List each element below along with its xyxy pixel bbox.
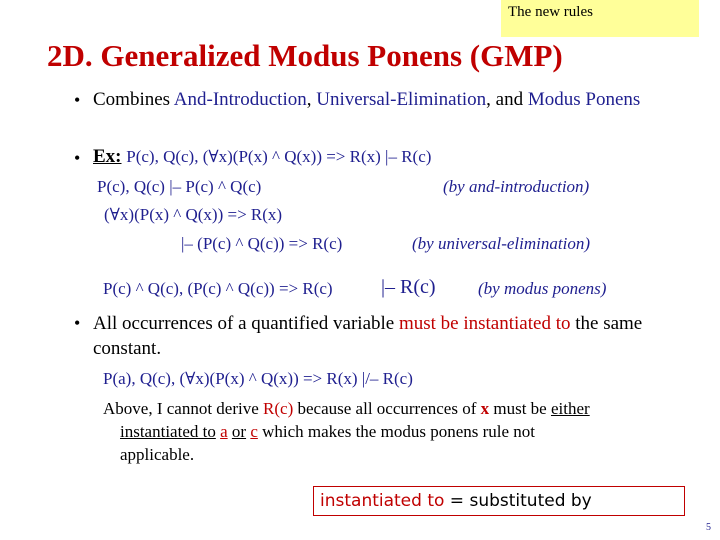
either-term: either (550, 399, 590, 418)
or-term: or (231, 422, 247, 441)
counter-example: P(a), Q(c), (∀x)(P(x) ^ Q(x)) => R(x) |/– R(c) (103, 369, 413, 388)
modus-ponens-term: Modus Ponens (527, 89, 641, 110)
slide-tag-text: The new rules (508, 4, 593, 20)
derivation-3-expr: |– (P(c) ^ Q(c)) => R(c) (181, 234, 343, 253)
c-term: c (250, 422, 258, 441)
bullet-dot: • (74, 313, 81, 333)
universal-elimination-term: Universal-Elimination (316, 89, 487, 110)
bullet-dot: • (74, 148, 81, 168)
example-label: Ex: (93, 146, 122, 167)
and-introduction-term: And-Introduction (173, 89, 307, 110)
definition-box (313, 486, 685, 516)
derivation-4-turnstile: |– R(c) (381, 276, 436, 298)
derivation-1-reason: (by and-introduction) (443, 177, 590, 196)
bullet-dot: • (74, 90, 81, 110)
derivation-3-reason: (by universal-elimination) (412, 234, 590, 253)
rc-term: R(c) (263, 399, 294, 418)
instantiated-term: instantiated to (120, 422, 216, 441)
slide-title: 2D. Generalized Modus Ponens (GMP) (47, 38, 563, 73)
slide-tag (501, 0, 699, 37)
derivation-1-expr: P(c), Q(c) |– P(c) ^ Q(c) (97, 177, 262, 196)
a-term: a (220, 422, 228, 441)
example-text: P(c), Q(c), (∀x)(P(x) ^ Q(x)) => R(x) |– R(c) (126, 147, 432, 166)
definition-meaning: = substituted by (444, 491, 592, 511)
derivation-4-expr: P(c) ^ Q(c), (P(c) ^ Q(c)) => R(c) (103, 279, 333, 298)
bullet-combines: Combines And-Introduction, Universal-Elimination, and Modus Ponens (93, 89, 641, 110)
bullet-occurrences: All occurrences of a quantified variable must be instantiated to the same constant. (93, 313, 643, 359)
explanation-text: Above, I cannot derive R(c) because all occurrences of x must be either instantiated to a or c which makes the modus ponens rule not applicable. (103, 399, 590, 464)
definition-term: instantiated to (320, 491, 445, 511)
bullet-example (93, 146, 431, 168)
derivation-4-reason: (by modus ponens) (478, 279, 607, 298)
x-term: x (480, 399, 490, 418)
derivation-2-expr: (∀x)(P(x) ^ Q(x)) => R(x) (104, 205, 283, 224)
must-be-instantiated-phrase: must be instantiated to (398, 313, 571, 334)
page-number: 5 (706, 522, 711, 533)
